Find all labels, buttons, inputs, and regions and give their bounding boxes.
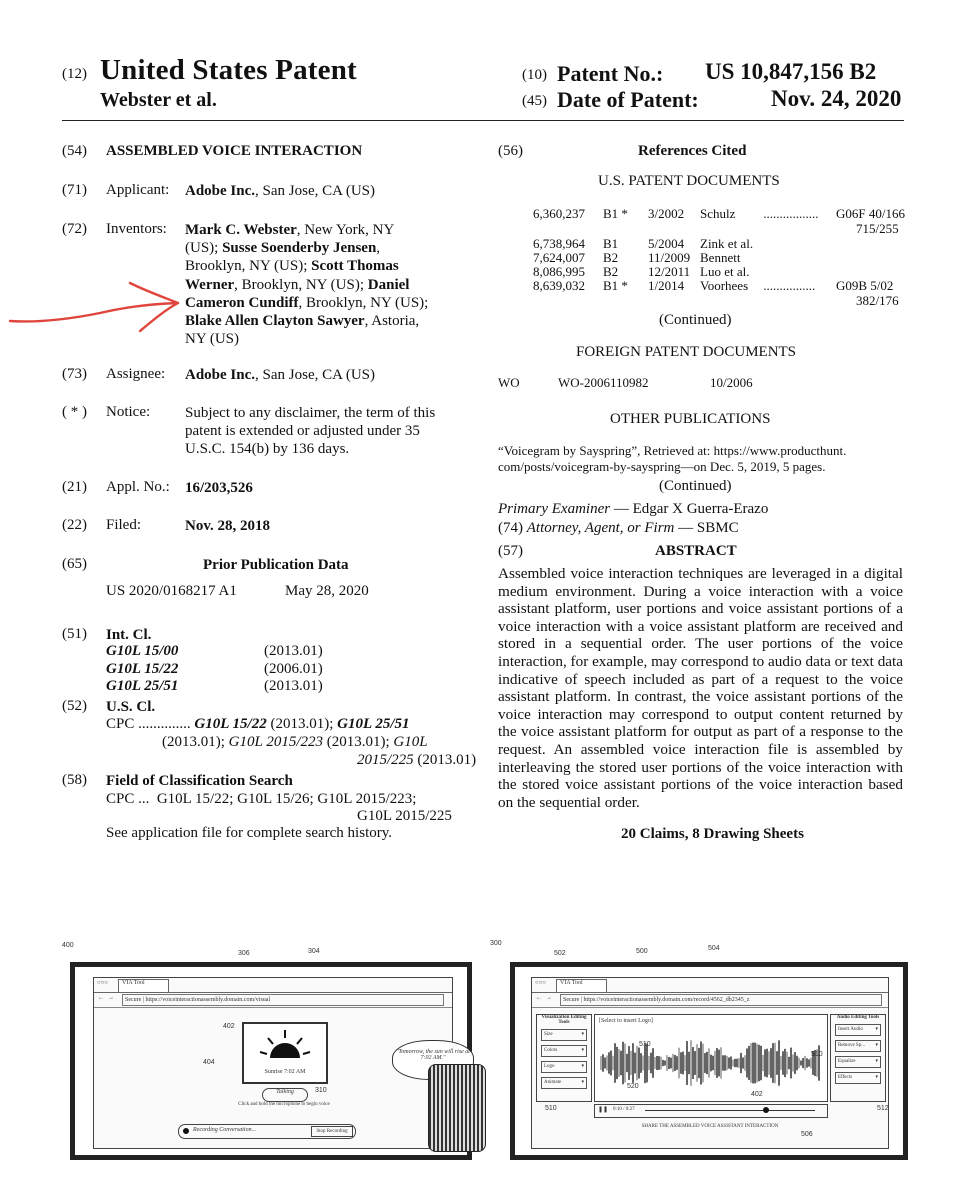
ref-date: 3/2002	[648, 206, 685, 221]
fig2-browser-window	[531, 977, 889, 1149]
int-cl-code: G10L 25/51	[106, 678, 179, 694]
tool-dropdown-label: Insert Audio	[838, 1027, 863, 1032]
sun-icon	[244, 1024, 326, 1064]
tool-dropdown-label: Colors	[544, 1048, 558, 1053]
abstract-heading: ABSTRACT	[655, 543, 737, 559]
playback-track[interactable]	[645, 1110, 815, 1111]
fig2-ref-512: 512	[877, 1105, 889, 1112]
back-icon[interactable]: ←	[98, 995, 104, 1001]
ref-dots: ................	[760, 278, 816, 293]
code-12: (12)	[62, 66, 87, 82]
applicant-location: , San Jose, CA (US)	[255, 183, 376, 199]
examiner-label: Primary Examiner	[498, 501, 611, 517]
ref-date: 12/2011	[648, 264, 691, 279]
cpc-code: G10L 25/51	[337, 716, 410, 732]
code-65: (65)	[62, 556, 87, 572]
fig1-addressbar-row	[94, 993, 452, 1008]
code-45: (45)	[522, 93, 547, 109]
code-56: (56)	[498, 143, 523, 159]
notice-label: Notice:	[106, 404, 151, 420]
applicant	[185, 182, 375, 200]
prior-publication-heading: Prior Publication Data	[203, 557, 349, 573]
appl-no-label: Appl. No.:	[106, 479, 170, 495]
visualization-tools-panel	[536, 1014, 592, 1102]
inventor-location: , New York, NY	[296, 222, 395, 238]
continued-2: (Continued)	[659, 478, 732, 494]
ref-class: G06F 40/166	[836, 206, 905, 221]
tool-dropdown[interactable]	[835, 1024, 881, 1036]
prior-publication-date: May 28, 2020	[285, 583, 369, 599]
applicant-label: Applicant:	[106, 182, 170, 198]
continued-1: (Continued)	[659, 312, 732, 328]
visualization-tools-title: Visualization Editing Tools	[541, 1015, 587, 1025]
filed-label: Filed:	[106, 517, 142, 533]
ref-date: 5/2004	[648, 236, 685, 251]
fig1-tab[interactable]	[118, 979, 169, 992]
fig2-url-bar[interactable]: Secure | https://voiceinteractionassembly.domain.com/record/4562_db2345_z	[560, 994, 882, 1006]
invention-title: ASSEMBLED VOICE INTERACTION	[106, 143, 363, 159]
references-heading: References Cited	[638, 143, 747, 159]
tool-dropdown-label: Animate	[544, 1080, 562, 1085]
ref-date: 11/2009	[648, 250, 691, 265]
fig2-ref-number: 300	[490, 940, 502, 947]
ref-kind: B2	[603, 250, 619, 265]
prior-publication-number: US 2020/0168217 A1	[106, 583, 237, 599]
us-docs-heading: U.S. PATENT DOCUMENTS	[598, 173, 780, 189]
ref-class-secondary: 382/176	[856, 293, 899, 308]
audio-tools-panel	[830, 1014, 886, 1102]
examiner-name: — Edgar X Guerra-Erazo	[610, 501, 769, 517]
chevron-down-icon: ▾	[581, 1032, 584, 1037]
field-search-note: See application file for complete search history.	[106, 825, 393, 841]
field-search-cpc-2: G10L 2015/225	[357, 808, 452, 824]
code-73: (73)	[62, 366, 87, 382]
ref-name: Voorhees	[700, 278, 749, 293]
notice-text	[185, 404, 470, 458]
fig2-monitor	[510, 962, 908, 1160]
tool-dropdown[interactable]	[835, 1072, 881, 1084]
tool-dropdown-label: Size	[544, 1032, 553, 1037]
attorney	[498, 520, 739, 537]
fig1-sunrise-card	[242, 1022, 328, 1084]
ref-class: G09B 5/02	[836, 278, 894, 293]
tool-dropdown[interactable]	[835, 1056, 881, 1068]
code-notice: ( * )	[62, 404, 87, 420]
forward-icon[interactable]: →	[546, 995, 552, 1001]
inventor-name: Susse Soenderby Jensen	[222, 240, 377, 257]
ref-number: 8,086,995	[533, 264, 585, 279]
us-cl-label: U.S. Cl.	[106, 699, 156, 715]
fig1-ref-304: 304	[308, 948, 320, 955]
inventor-name: Daniel	[367, 276, 410, 293]
tool-dropdown-label: Effects	[838, 1075, 853, 1080]
tool-dropdown[interactable]	[541, 1061, 587, 1073]
window-controls-icon[interactable]: ○○○	[97, 980, 108, 986]
tool-dropdown-label: Logo	[544, 1064, 555, 1069]
assignee-label: Assignee:	[106, 366, 166, 382]
inventor-location: Brooklyn, NY (US);	[185, 258, 312, 275]
code-10: (10)	[522, 67, 547, 83]
code-71: (71)	[62, 182, 87, 198]
inventor-name: Scott Thomas	[311, 258, 399, 275]
foreign-number: WO-2006110982	[558, 375, 649, 390]
fig1-record-bar	[178, 1124, 356, 1139]
us-cl-line2	[162, 733, 428, 751]
cpc-version: (2013.01);	[162, 734, 229, 750]
notice-line: patent is extended or adjusted under 35	[185, 423, 420, 439]
cpc-version: (2013.01)	[413, 752, 477, 768]
fig1-hint: Click and hold the microphone to begin voice	[238, 1102, 330, 1107]
field-search-label: Field of Classification Search	[106, 773, 293, 789]
record-status: Recording Conversation...	[193, 1127, 257, 1133]
applicant-name: Adobe Inc.	[185, 183, 256, 199]
fig2-ref-402: 402	[751, 1091, 763, 1098]
inventor-location: , Brooklyn, NY (US);	[298, 294, 429, 311]
attorney-name: — SBMC	[674, 520, 739, 536]
pause-icon[interactable]: ❚❚	[598, 1107, 609, 1113]
record-icon[interactable]	[183, 1128, 189, 1134]
inventor-name: Mark C. Webster	[185, 222, 297, 238]
inventor-name: Blake Allen Clayton Sawyer	[185, 313, 365, 330]
back-icon[interactable]: ←	[536, 995, 542, 1001]
cpc-version: (2013.01);	[323, 734, 394, 750]
audio-tools-title: Audio Editing Tools	[836, 1015, 880, 1020]
talking-indicator: Talking	[262, 1088, 308, 1102]
ref-name: Schulz	[700, 206, 736, 221]
tool-dropdown[interactable]	[541, 1077, 587, 1089]
assignee-location: , San Jose, CA (US)	[255, 367, 376, 383]
field-search-cpc: CPC ... G10L 15/22; G10L 15/26; G10L 2015/223;	[106, 791, 417, 807]
chevron-down-icon: ▾	[581, 1064, 584, 1069]
us-cl-line1	[106, 715, 410, 733]
playback-knob[interactable]	[763, 1107, 769, 1113]
forward-icon[interactable]: →	[108, 995, 114, 1001]
int-cl-version: (2013.01)	[264, 678, 323, 694]
notice-line: U.S.C. 154(b) by 136 days.	[185, 441, 350, 457]
chevron-down-icon: ▾	[875, 1027, 878, 1032]
code-21: (21)	[62, 479, 87, 495]
chevron-down-icon: ▾	[875, 1059, 878, 1064]
fig2-ref-502: 502	[554, 950, 566, 957]
foreign-country: WO	[498, 375, 520, 390]
date-of-patent-label: Date of Patent:	[557, 87, 699, 112]
chevron-down-icon: ▾	[875, 1043, 878, 1048]
patent-no-label: Patent No.:	[557, 61, 664, 86]
fig2-ref-510: 510	[545, 1105, 557, 1112]
fig1-browser-window	[93, 977, 470, 1149]
fig1-ref-402: 402	[223, 1023, 235, 1030]
filed-date: Nov. 28, 2018	[185, 518, 271, 534]
code-51: (51)	[62, 626, 87, 642]
tool-dropdown[interactable]	[835, 1040, 881, 1052]
fig2-ref-500: 500	[636, 948, 648, 955]
fig2-addressbar-row	[532, 993, 888, 1008]
fig2-ref-520: 520	[627, 1083, 639, 1090]
appl-no: 16/203,526	[185, 480, 253, 496]
fig2-ref-510: 510	[811, 1051, 823, 1058]
assignee	[185, 366, 375, 384]
code-57: (57)	[498, 543, 523, 559]
ref-kind: B1 *	[603, 206, 628, 221]
ref-date: 1/2014	[648, 278, 685, 293]
cpc-code: G10L 2015/223	[228, 734, 323, 750]
inventor-location: , Astoria,	[364, 313, 420, 330]
inventors-list	[185, 221, 465, 348]
playback-bar	[594, 1104, 828, 1118]
code-72: (72)	[62, 221, 87, 237]
share-button[interactable]: SHARE THE ASSEMBLED VOICE ASSISTANT INTERACTION	[641, 1124, 779, 1129]
fig1-titlebar	[94, 978, 452, 993]
code-58: (58)	[62, 772, 87, 788]
attorney-label: Attorney, Agent, or Firm	[526, 520, 675, 536]
fig1-ref-404: 404	[203, 1059, 215, 1066]
notice-line: Subject to any disclaimer, the term of this	[185, 405, 436, 421]
tool-dropdown-label: Remove Sp...	[838, 1043, 865, 1048]
fig2-ref-506: 506	[801, 1131, 813, 1138]
inventor-name: Werner	[185, 276, 235, 293]
chevron-down-icon: ▾	[581, 1080, 584, 1085]
int-cl-label: Int. Cl.	[106, 627, 152, 643]
tool-dropdown[interactable]	[541, 1029, 587, 1041]
fig1-ref-number: 400	[62, 942, 74, 949]
primary-examiner	[498, 501, 768, 518]
speech-bubble: "Tomorrow, the sun will rise at 7:02 AM."	[392, 1040, 474, 1080]
cpc-code: G10L	[393, 734, 428, 750]
ref-number: 6,360,237	[533, 206, 585, 221]
smart-speaker-device	[428, 1064, 486, 1152]
ref-kind: B1	[603, 236, 619, 251]
chevron-down-icon: ▾	[581, 1048, 584, 1053]
claims-count: 20 Claims, 8 Drawing Sheets	[621, 826, 804, 842]
fig2-tab-label: VIA Tool	[560, 980, 583, 986]
window-controls-icon[interactable]: ○○○	[535, 980, 546, 986]
fig1-tab-label: VIA Tool	[122, 980, 145, 986]
inventor-location: ,	[376, 240, 381, 257]
code-52: (52)	[62, 698, 87, 714]
fig1-monitor	[70, 962, 472, 1160]
code-22: (22)	[62, 517, 87, 533]
ref-number: 6,738,964	[533, 236, 585, 251]
chevron-down-icon: ▾	[875, 1075, 878, 1080]
authors: Webster et al.	[100, 89, 217, 111]
inventor-location: NY (US)	[185, 331, 240, 348]
foreign-docs-heading: FOREIGN PATENT DOCUMENTS	[576, 344, 797, 360]
stop-recording-button[interactable]: Stop Recording	[311, 1126, 353, 1137]
fig2-titlebar	[532, 978, 888, 993]
page-title: United States Patent	[100, 54, 357, 86]
other-publications-heading: OTHER PUBLICATIONS	[610, 411, 771, 427]
red-arrow-annotation	[0, 275, 185, 335]
fig1-url-bar[interactable]: Secure | https://voiceinteractionassembly.domain.com/visual	[122, 994, 444, 1006]
inventor-location: (US);	[185, 240, 223, 257]
ref-kind: B2	[603, 264, 619, 279]
inventor-name: Cameron Cundiff	[185, 294, 299, 311]
abstract-text: Assembled voice interaction techniques are leveraged in a digital medium environment. During a voice interaction with a voice assistant platform, user portions and voice assistant portions of a voice interaction with a voice assistant platform are received and stored in a sequential order. The user portions of the voice interaction, for example, may correspond to audio data or text data indicative of speech included as part of a request to the voice assistant platform. In contrast, the voice assistant portions of the voice interaction may correspond to output content returned by the voice assistant platform for output as part of a response to the request. An assembled voice interaction file is assembled by interleaving the stored user portions of the voice interaction with the stored voice assistant portions of the voice interaction based on the sequential order.	[498, 565, 903, 811]
foreign-date: 10/2006	[710, 375, 753, 390]
ref-dots: .................	[760, 206, 819, 221]
header-rule	[62, 120, 904, 121]
int-cl-version: (2006.01)	[264, 661, 323, 677]
fig2-tab[interactable]	[556, 979, 607, 992]
ref-name: Luo et al.	[700, 264, 750, 279]
int-cl-code: G10L 15/00	[106, 643, 179, 659]
int-cl-code: G10L 15/22	[106, 661, 179, 677]
patent-number: US 10,847,156 B2	[705, 59, 877, 84]
fig2-ref-510: 510	[639, 1041, 651, 1048]
tool-dropdown-label: Equalize	[838, 1059, 856, 1064]
sunrise-label: Sunrise 7:02 AM	[264, 1069, 306, 1075]
cpc-code: G10L 15/22	[194, 716, 267, 732]
cpc-label: CPC ..............	[106, 716, 191, 732]
us-cl-line3	[357, 751, 476, 769]
int-cl-version: (2013.01)	[264, 643, 323, 659]
ref-number: 7,624,007	[533, 250, 585, 265]
fig1-ref-306: 306	[238, 950, 250, 957]
other-publication-line: “Voicegram by Sayspring”, Retrieved at: https://www.producthunt.	[498, 443, 847, 458]
assignee-name: Adobe Inc.	[185, 367, 256, 383]
cpc-code: 2015/225	[357, 752, 414, 768]
fig2-ref-504: 504	[708, 945, 720, 952]
select-logo-label: [Select to insert Logo]	[599, 1018, 653, 1024]
other-publication-line: com/posts/voicegram-by-sayspring—on Dec. 5, 2019, 5 pages.	[498, 459, 826, 474]
ref-number: 8,639,032	[533, 278, 585, 293]
ref-kind: B1 *	[603, 278, 628, 293]
cpc-version: (2013.01);	[266, 716, 338, 732]
inventor-location: , Brooklyn, NY (US);	[234, 276, 368, 293]
code-54: (54)	[62, 143, 87, 159]
date-of-patent: Nov. 24, 2020	[771, 86, 902, 111]
playback-time: 0:10 / 0:27	[613, 1107, 635, 1112]
fig1-ref-310: 310	[315, 1087, 327, 1094]
ref-class-secondary: 715/255	[856, 221, 899, 236]
ref-name: Bennett	[700, 250, 741, 265]
tool-dropdown[interactable]	[541, 1045, 587, 1057]
inventors-label: Inventors:	[106, 221, 167, 237]
code-74: (74)	[498, 520, 523, 536]
ref-name: Zink et al.	[700, 236, 754, 251]
